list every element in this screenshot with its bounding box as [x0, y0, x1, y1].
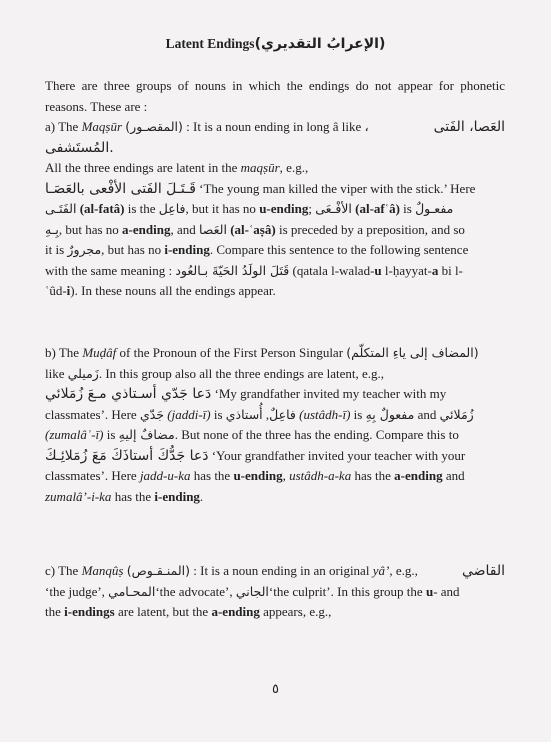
section-c: c) The Manqûṣ (المنـقـوص) : It is a noun ending in an original yâ’, e.g., القاضي ‘the judge’, المحـامي‘the advocate’, الجاني‘the culprit’. In this group the u- and the i-endings are latent, but the a-ending appears, e.g., — [45, 563, 505, 619]
section-b: b) The Muḍâf of the Pronoun of the First Person Singular (المضاف إلى ياءِ المتكلّم) like زَميلي. In this group also all the three endings are latent, e.g., دَعا جَدّي أسـتاذي مـعَ زُمَلائي ‘My grandfather invited my teacher with my classmates’. Here جَدّي (jaddi-ī) is فاعِلٌ, أُستاذي (ustâdh-ī) is مفعولٌ بِهِ and زُمَلائي (zumalâʾ-ī) is مضافٌ إليهِ. But none of the three has the ending. Compare this to دَعا جَدُّكَ أستاذَكَ مَعَ زُمَلائِـكَ ‘Your grandfather invited your teacher with your classmates’. Here jadd-u-ka has the u-ending, ustâdh-a-ka has the a-ending and zumalâ’-i-ka has the i-ending. — [45, 345, 479, 504]
intro-paragraph: There are three groups of nouns in which the endings do not appear for phonetic reasons. These are : — [45, 78, 505, 114]
title-english: Latent Endings — [165, 36, 255, 51]
title-arabic: (الإعرابُ التقديري) — [254, 36, 386, 52]
page-number: ٥ — [272, 682, 279, 697]
section-a: a) The Maqṣūr (المقصـور) : It is a noun ending in long â like ، العَصا، الفَتى المُستَشفى. All the three endings are latent in the maqṣūr, e.g., قَـتَـلَ الفَتى الأفْعى بالعَصَـا ‘The young man killed the viper with the stick.’ Here الفَتَـى (al-fatâ) is the فاعِل, but it has no u-ending; الأفْـعَى (al-afʿâ) is مفعـولٌ بِـهِ, but has no a-ending, and العَصا (al-ʿaṣâ) is preceded by a preposition, and so it is مجرورٌ, but has no i-ending. Compare this sentence to the following sentence with the same meaning : قَتَلَ الولَدُ الحَيّةَ بـالعُود (qatala l-walad-u l-ḥayyat-a bi l- ʿûd-i). In these nouns all the endings appear. — [45, 119, 505, 298]
section-a-heading: a) The Maqṣūr (المقصـور) : It is a noun ending in long â like ، العَصا، الفَتى — [45, 119, 505, 135]
page-title — [0, 36, 551, 52]
